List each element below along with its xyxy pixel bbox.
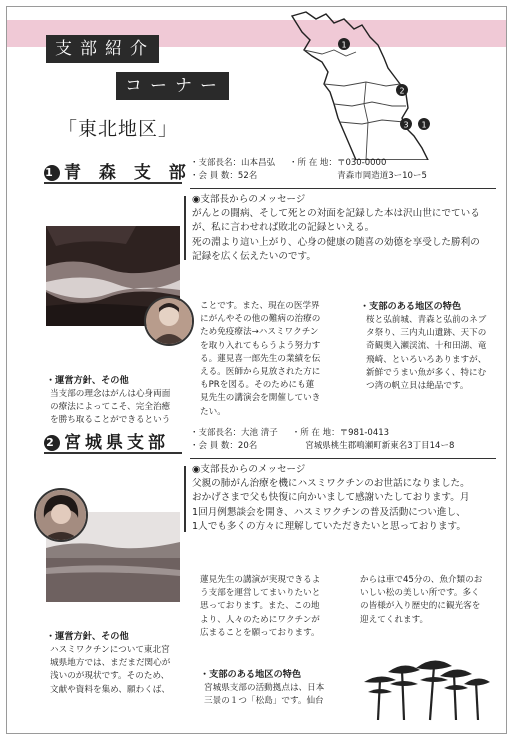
region-heading: 「東北地区」 bbox=[58, 118, 179, 140]
title-line-1: 支部紹介 bbox=[46, 35, 159, 63]
miyagi-message-heading: ◉支部長からのメッセージ bbox=[192, 464, 306, 475]
aomori-message-line: 記録を広く伝えたいのです。 bbox=[192, 250, 316, 262]
aomori-policy-heading: ・運営方針、その他 bbox=[46, 375, 129, 386]
miyagi-mid-line: う支部を運営してまいりたいと bbox=[200, 588, 321, 599]
svg-text:2: 2 bbox=[399, 86, 405, 96]
miyagi-members-label: ・会 員 数： bbox=[190, 441, 238, 451]
aomori-feature-heading: ・支部のある地区の特色 bbox=[360, 301, 462, 312]
aomori-policy-line: の療法によってこそ、完全治癒 bbox=[50, 402, 171, 413]
miyagi-mid-line: より、人々のためにワクチンが bbox=[200, 614, 320, 625]
aomori-mid-line: ため免疫療法→ハスミワクチン bbox=[200, 327, 319, 338]
miyagi-address: 宮城県桃生郡鳴瀬町新東名3丁目14ー8 bbox=[305, 441, 455, 451]
aomori-message bbox=[192, 193, 480, 264]
aomori-mid-line: える。医師から見放された方に bbox=[200, 367, 321, 378]
aomori-feature-line: つ湾の帆立貝は絶品です。 bbox=[366, 381, 469, 392]
miyagi-postal: 〒981-0413 bbox=[339, 428, 390, 438]
miyagi-head-value: 大池 清子 bbox=[241, 428, 278, 438]
aomori-info-block bbox=[190, 157, 427, 183]
miyagi-info-block bbox=[190, 427, 454, 453]
aomori-feature-line: 新鮮でうまい魚が多く、特にむ bbox=[366, 367, 487, 378]
miyagi-policy-line: 城県地方では、まだまだ関心が bbox=[50, 658, 171, 669]
miyagi-message-line: 1人でも多くの方々に理解していただきたいと思っております。 bbox=[192, 520, 466, 532]
aomori-policy-text bbox=[50, 388, 194, 428]
aomori-feature-line: タ祭り、三内丸山遺跡、天下の bbox=[366, 328, 487, 339]
aomori-column-middle bbox=[200, 300, 350, 419]
tohoku-map bbox=[282, 10, 506, 160]
miyagi-right-line: 迎えてくれます。 bbox=[360, 614, 429, 625]
miyagi-right-line: からは車で45分の、魚介類のお bbox=[360, 575, 483, 585]
aomori-mid-line: 見先生の講演会を開催していき bbox=[200, 393, 321, 404]
miyagi-policy-line: ハスミワクチンについて東北宮 bbox=[50, 645, 170, 655]
aomori-feature-line: 飛崎、といろいろありますが、 bbox=[366, 354, 487, 365]
aomori-feature-text bbox=[366, 314, 502, 393]
miyagi-message-bar bbox=[184, 466, 186, 532]
aomori-director-portrait bbox=[144, 296, 194, 346]
svg-text:1: 1 bbox=[421, 120, 427, 130]
aomori-address: 青森市岡造道3ー10ー5 bbox=[337, 171, 427, 181]
aomori-title-rule bbox=[44, 182, 182, 184]
aomori-addr-label: ・所 在 地： bbox=[289, 158, 337, 168]
svg-text:1: 1 bbox=[341, 40, 347, 50]
miyagi-number-badge: 2 bbox=[44, 435, 60, 451]
miyagi-message-line: 1回月例懇談会を開き、ハスミワクチンの普及活動につい進し、 bbox=[192, 506, 466, 518]
aomori-message-line: 死の淵より這い上がり、心身の健康の随喜の効德を享受した勝利の bbox=[192, 236, 480, 248]
aomori-branch-name: 青 森 支 部 bbox=[64, 163, 192, 183]
svg-text:3: 3 bbox=[403, 120, 409, 130]
map-marker-2 bbox=[396, 84, 408, 96]
miyagi-feature-line: 宮城県支部の活動拠点は、日本 bbox=[204, 683, 325, 693]
aomori-mid-line: を取り入れてもらうよう努力す bbox=[200, 340, 321, 351]
map-marker-3 bbox=[400, 118, 412, 130]
miyagi-members-value: 20名 bbox=[237, 441, 258, 451]
miyagi-right-line: いしい松の美しい所です。多く bbox=[360, 588, 480, 599]
aomori-head-label: ・支部長名： bbox=[190, 158, 242, 168]
miyagi-feature-heading: ・支部のある地区の特色 bbox=[200, 669, 302, 680]
miyagi-right-line: の皆様が入り歴史的に観光客を bbox=[360, 601, 481, 612]
miyagi-message-line: 父親の肺がん治療を機にハスミワクチンのお世話になりました。 bbox=[192, 478, 470, 490]
miyagi-policy-line: 文献や資料を集め、願わくば、 bbox=[50, 684, 170, 695]
miyagi-branch-title bbox=[44, 428, 169, 453]
aomori-policy-line: 当支部の理念はがんは心身両面 bbox=[50, 389, 171, 399]
miyagi-column-right bbox=[360, 574, 502, 627]
aomori-postal: 〒030-0000 bbox=[336, 158, 387, 168]
map-marker-4 bbox=[418, 118, 430, 130]
aomori-feature-line: 桜と弘前城、青森と弘前のネブ bbox=[366, 315, 487, 325]
miyagi-policy-text bbox=[50, 644, 194, 697]
aomori-mid-line: ことです。また、現在の医学界 bbox=[200, 301, 320, 311]
miyagi-head-label: ・支部長名： bbox=[190, 428, 242, 438]
aomori-message-line: がんとの闘病、そして死との対面を記録した本は沢山世にでている bbox=[192, 208, 480, 220]
aomori-mid-line: る。蓮見喜一郎先生の業績を伝 bbox=[200, 353, 321, 364]
aomori-mid-line: もPRを図る。そのためにも蓮 bbox=[200, 380, 315, 391]
miyagi-column-middle bbox=[200, 574, 352, 640]
aomori-info-rule bbox=[190, 188, 496, 189]
miyagi-feature-line: 三景の１つ「松島」です。仙台 bbox=[204, 696, 324, 707]
aomori-number-badge: 1 bbox=[45, 166, 59, 179]
aomori-head-value: 山本昌弘 bbox=[241, 158, 276, 168]
miyagi-message bbox=[192, 463, 470, 534]
miyagi-mid-line: 思っております。また、この地 bbox=[200, 601, 320, 612]
aomori-mid-line: にがんやその他の難病の治療の bbox=[200, 314, 321, 325]
title-line-2: コーナー bbox=[116, 72, 229, 100]
aomori-members-label: ・会 員 数： bbox=[190, 171, 238, 181]
miyagi-director-portrait bbox=[34, 488, 88, 542]
miyagi-info-rule bbox=[190, 458, 496, 459]
pine-trees-illustration bbox=[360, 650, 490, 722]
aomori-feature-line: 奇観奥入瀬渓流、十和田湖、竜 bbox=[366, 341, 487, 352]
miyagi-mid-line: 蓮見先生の講演が実現できるよ bbox=[200, 575, 321, 585]
aomori-message-bar bbox=[184, 196, 186, 260]
miyagi-title-rule bbox=[44, 452, 182, 454]
miyagi-message-line: おかげさまで父も快復に向かいまして感謝いたしております。月 bbox=[192, 492, 470, 504]
aomori-message-heading: ◉支部長からのメッセージ bbox=[192, 194, 306, 205]
miyagi-branch-name: 宮城県支部 bbox=[64, 433, 169, 453]
aomori-branch-title bbox=[44, 158, 192, 183]
map-marker-1 bbox=[338, 38, 350, 50]
miyagi-mid-line: 広まることを願っております。 bbox=[200, 627, 320, 638]
aomori-policy-line: を勝ち取ることができるという bbox=[50, 415, 171, 426]
aomori-members-value: 52名 bbox=[237, 171, 258, 181]
miyagi-policy-heading: ・運営方針、その他 bbox=[46, 631, 129, 642]
aomori-mid-line: たい。 bbox=[200, 406, 226, 417]
aomori-message-line: が、私に言わせれば敗北の記録といえる。 bbox=[192, 222, 375, 234]
miyagi-policy-line: 浅いのが現状です。そのため、 bbox=[50, 671, 170, 682]
miyagi-feature-text bbox=[204, 682, 356, 708]
miyagi-addr-label: ・所 在 地： bbox=[291, 428, 340, 438]
